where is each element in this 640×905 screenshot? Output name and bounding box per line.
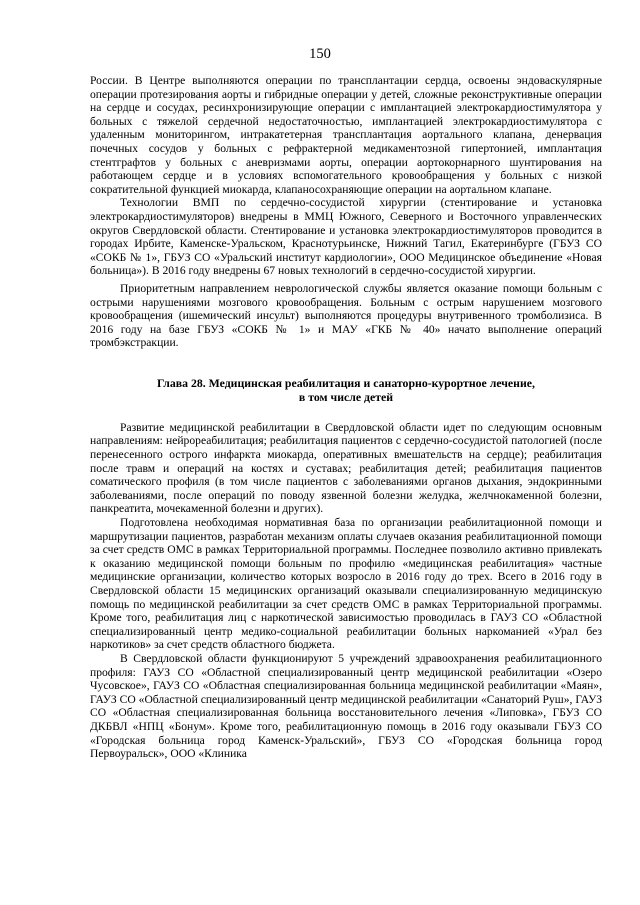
paragraph-rehab-directions: Развитие медицинской реабилитации в Свердловской области идет по следующим основным направлениям: нейрореабилитация; реабилитация пациентов с сердечно-сосудистой патологией (после перенесенного острого инфаркта миокарда, оперативных вмешательств на сердце); реабилитация после травм и операций на костях и суставах; реабилитация детей; реабилитация пациентов соматического профиля (в том числе пациентов с заболеваниями органов дыхания, эндокринными заболеваниями, после операций по поводу язвенной болезни желудка, желчнокаменной болезни, панкреатита, мочекаменной болезни и других). [90, 420, 602, 516]
page-number: 150 [309, 46, 331, 62]
chapter-heading-line-2: в том числе детей [298, 389, 394, 404]
paragraph-cardiac-operations: России. В Центре выполняются операции по трансплантации сердца, освоены эндоваскулярные операции протезирования аорты и гибридные операции у детей, сложные реконструктивные операции на сердце и сосудах, ресинхронизирующие операции с имплантацией электрокардиостимулятора у больных с тяжелой сердечной недостаточностью, имплантацией электрокардиостимулятора с удаленным мониторингом, интракатетерная трансплантация аортального клапана, денервация почечных сосудов у больных с рефрактерной медикаментозной гипертонией, имплантация стентграфтов у больных с аневризмами аорты, операции аортокорнарного шунтирования на работающем сердце и в условиях вспомогательного кровообращения у больных с низкой сократительной функцией миокарда, клапаносохраняющие операции на аортальном клапане. [90, 74, 602, 196]
paragraph-normative-base: Подготовлена необходимая нормативная база по организации реабилитационной помощи и маршрутизации пациентов, разработан механизм оплаты случаев оказания реабилитационной помощи за счет средств ОМС в рамках Территориальной программы. Последнее позволило активно привлекать к оказанию медицинской помощи больным по профилю «медицинская реабилитация» частные медицинские организации, количество которых возросло в 2016 году до трех. Всего в 2016 году в Свердловской области 15 медицинских организаций оказывали специализированную медицинскую помощь по медицинской реабилитации за счет средств ОМС в рамках Территориальной программы. Кроме того, реабилитация лиц с наркотической зависимостью проводилась в ГАУЗ СО «Областной специализированный центр медико-социальной реабилитации больных наркоманией «Урал без наркотиков» за счет средств областного бюджета. [90, 516, 602, 652]
paragraph-vmp-technologies: Технологии ВМП по сердечно-сосудистой хирургии (стентирование и установка электрокардиостимуляторов) внедрены в ММЦ Южного, Северного и Восточного управленческих округов Свердловской области. Стентирование и установка электрокардиостимуляторов проводится в городах Ирбите, Каменске-Уральском, Краснотурьинске, Нижний Тагил, Екатеринбурге (ГБУЗ СО «СОКБ № 1», ГБУЗ СО «Уральский институт кардиологии», ООО Медицинское объединение «Новая больница»). В 2016 году внедрены 67 новых технологий в сердечно-сосудистой хирургии. [90, 196, 602, 278]
paragraph-rehab-institutions: В Свердловской области функционируют 5 учреждений здравоохранения реабилитационного профиля: ГАУЗ СО «Областной специализированный центр медицинской реабилитации «Озеро Чусовское», ГАУЗ СО «Областная специализированная больница медицинской реабилитации «Маян», ГАУЗ СО «Областной специализированный центр медицинской реабилитации «Санаторий Руш», ГАУЗ СО «Областная специализированная больница восстановительного лечения «Липовка», ГБУЗ СО ДКБВЛ «НПЦ «Бонум». Кроме того, реабилитационную помощь в 2016 году оказывали ГБУЗ СО «Городская больница город Каменск-Уральский», ГБУЗ СО «Городская больница город Первоуральск», ООО «Клиника [90, 651, 602, 761]
chapter-heading-line-1: Глава 28. Медицинская реабилитация и санаторно-курортное лечение, [157, 375, 535, 390]
chapter-heading [90, 376, 602, 404]
page-body [90, 74, 602, 761]
paragraph-neurology: Приоритетным направлением неврологической службы является оказание помощи больным с острыми нарушениями мозгового кровообращения. Больным с острым нарушением мозгового кровообращения (ишемический инсульт) выполняются процедуры внутривенного тромболизиса. В 2016 году на базе ГБУЗ «СОКБ № 1» и МАУ «ГКБ № 40» начато выполнение операций тромбэкстракции. [90, 281, 602, 350]
